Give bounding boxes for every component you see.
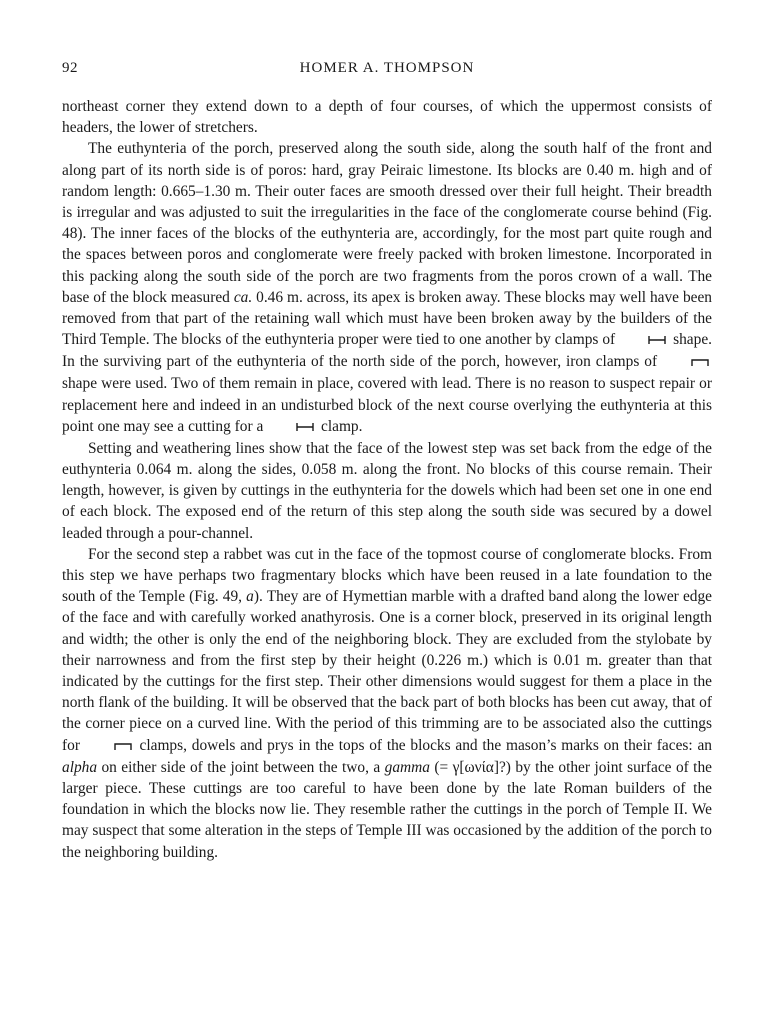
double-t-clamp-icon [621,330,667,351]
italic-term: gamma [384,758,430,776]
text-run: northeast corner they extend down to a depth of four courses, of which the uppermost consists of headers, the lower of stretchers. [62,98,712,137]
running-head: HOMER A. THOMPSON [299,60,475,76]
double-t-clamp-icon [269,417,315,438]
paragraph-2 [62,138,712,437]
pi-clamp-icon [87,736,133,757]
page-header [62,60,712,82]
text-run: clamps, dowels and prys in the tops of the blocks and the mason’s marks on their faces: an [134,736,712,754]
paragraph-1 [62,96,712,138]
paragraph-3 [62,438,712,544]
text-run: shape were used. Two of them remain in place, covered with lead. There is no reason to suspect repair or replacement here and indeed in an undisturbed block of the next course overlying the euthynteria at this point one may see a cutting for a [62,375,712,435]
paragraph-4 [62,544,712,863]
italic-term: alpha [62,758,98,776]
text-run: clamp. [317,417,363,435]
text-run: Setting and weathering lines show that the face of the lowest step was set back from the edge of the euthynteria 0.064 m. along the sides, 0.058 m. along the front. No blocks of this course remain. Their length, however, is given by cuttings in the euthynteria for the dowels which had been set one in one end of each block. The exposed end of the return of this step along the south side was secured by a dowel leaded through a pour-channel. [62,439,712,542]
text-run: 0.46 m. across, its apex is broken away. These blocks may well have been removed from that part of the retaining wall which must have been broken away by the builders of the Third Temple. The blocks of the euthynteria proper were tied to one another by clamps of [62,288,712,349]
page-number: 92 [62,60,78,76]
pi-clamp-icon [664,352,710,373]
text-run: on either side of the joint between the two, a [97,758,385,776]
text-run: (= γ[ωνία]?) by the other joint surface of the larger piece. These cuttings are too careful to have been done by the late Roman builders of the foundation in which the blocks now lie. They resemble rather the cuttings in the porch of Temple II. We may suspect that some alteration in the steps of Temple III was occasioned by the addition of the porch to the neighboring building. [62,758,712,861]
italic-term: ca. [233,288,253,306]
italic-term: a [246,588,254,606]
body-text [62,96,712,863]
text-run: The euthynteria of the porch, preserved along the south side, along the south half of the front and along part of its north side is of poros: hard, gray Peiraic limestone. Its blocks are 0.40 m. high and of random length: 0.665–1.30 m. Their outer faces are smooth dressed over their full height. Their breadth is irregular and was adjusted to suit the irregularities in the face of the conglomerate course behind (Fig. 48). The inner faces of the blocks of the euthynteria are, accordingly, for the most part quite rough and the spaces between poros and conglomerate were freely packed with broken limestone. Incorporated in this packing along the south side of the porch are two fragments from the poros crown of a wall. The base of the block measured [62,140,712,306]
text-run: For the second step a rabbet was cut in the face of the topmost course of conglomerate blocks. From this step we have perhaps two fragmentary blocks which have been reused in a late foundation to the south of the Temple (Fig. 49, [62,545,712,606]
text-run: ). They are of Hymettian marble with a drafted band along the lower edge of the face and with carefully worked anathyrosis. One is a corner block, preserved in its original length and width; the other is only the end of the neighboring block. They are excluded from the stylobate by their narrowness and from the first step by their height (0.226 m.) which is 0.01 m. greater than that indicated by the cuttings for the first step. Their other dimensions would suggest for them a place in the north flank of the building. It will be observed that the back part of both blocks has been cut away, that of the corner piece on a curved line. With the period of this trimming are to be associated also the cuttings for [62,588,712,754]
text-run: shape. In the surviving part of the euthynteria of the north side of the porch, however, iron clamps of [62,331,712,371]
